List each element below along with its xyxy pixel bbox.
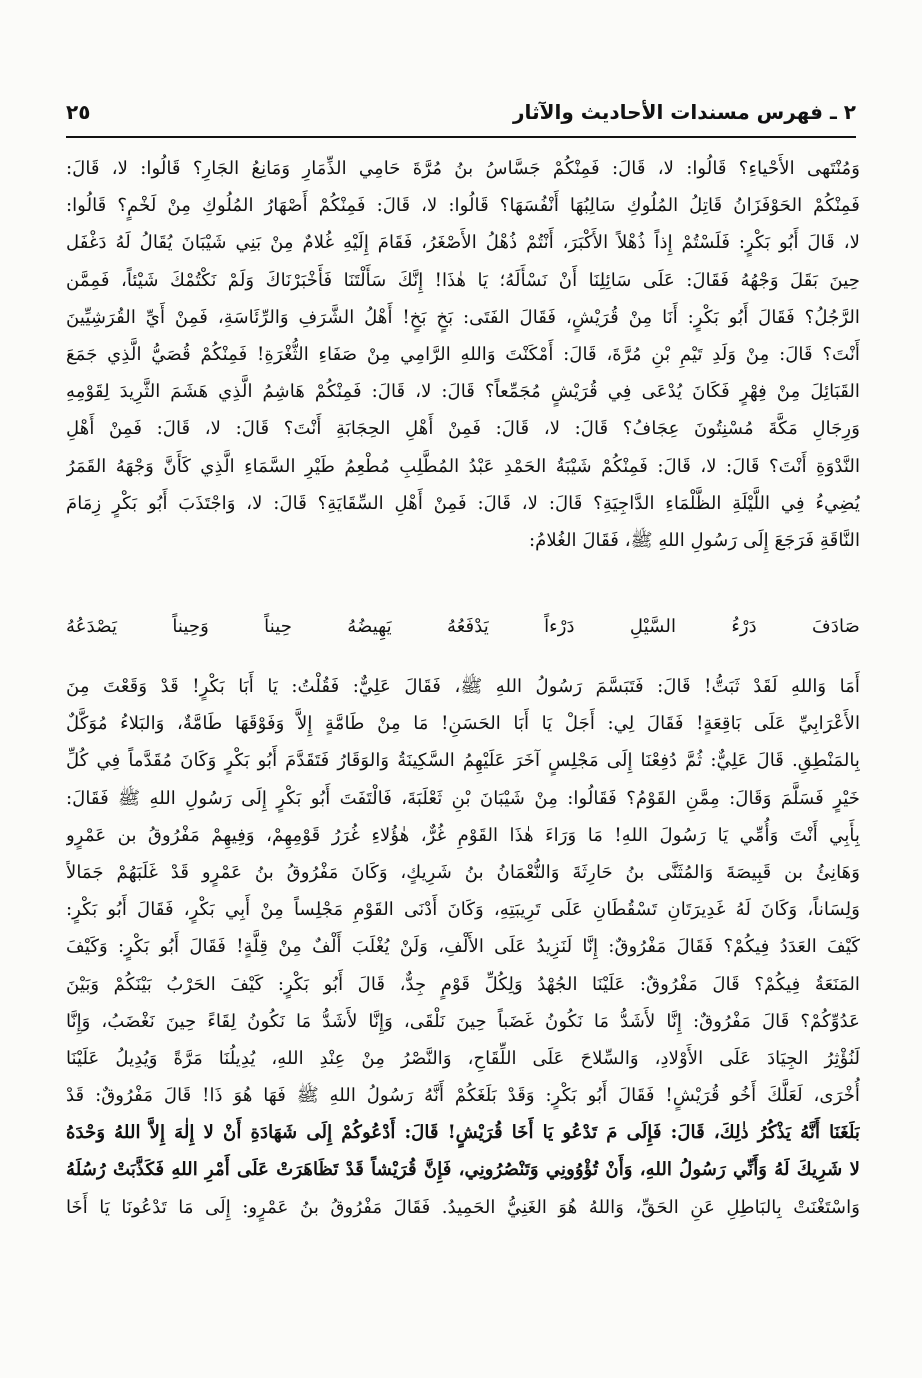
- verse-word: يَدْفَعُهُ: [447, 615, 489, 637]
- text-line: وَرِجَالِ مَكَّةَ مُسْنِتُونَ عِجَافُ؟ قَالَ: لا، قَالَ: فَمِنْ أَهْلِ الحِجَابَةِ أَنْتَ؟ قَالَ: لا، قَالَ: فَمِنْ أَهْلِ: [66, 418, 860, 440]
- poetry-verse: [66, 606, 860, 646]
- text-line: النَّاقَةِ فَرَجَعَ إِلَى رَسُولِ اللهِ ﷺ، فَقَالَ الغُلامُ:: [528, 529, 860, 551]
- text-line: الأَعْرَابِيِّ عَلَى بَاقِعَةٍ! فَقَالَ لِي: أَجَلْ يَا أَبَا الحَسَنِ! مَا مِنْ طَامَّةٍ إِلاَّ وَفَوْقَهَا طَامَّةٌ، وَالبَلاءُ مُوَكَّلٌ: [66, 713, 860, 735]
- verse-word: يَصْدَعُهُ: [66, 615, 118, 637]
- text-line: أُخْرَى، لَعَلَّكَ أَخُو قُرَيْشٍ! فَقَالَ أَبُو بَكْرٍ: وَقَدْ بَلَغَكُمْ أَنَّهُ رَسُولُ اللهِ ﷺ فَهَا هُوَ ذَا! قَالَ مَفْرُوقٌ: قَدْ: [66, 1085, 860, 1107]
- verse-word: صَادَفَ: [812, 615, 860, 637]
- text-line: وَاسْتَغْنَتْ بِالبَاطِلِ عَنِ الحَقِّ، وَاللهُ هُوَ الغَنِيُّ الحَمِيدُ. فَقَالَ مَفْرُوقُ بنُ عَمْرٍو: إِلَى مَا تَدْعُونَا يَا أَخَا: [66, 1196, 860, 1218]
- text-line: حِينَ بَقَلَ وَجْهُهُ فَقَالَ: عَلَى سَائِلِنَا أَنْ نَسْأَلَهُ؛ يَا هٰذَا! إِنَّكَ سَأَلْتَنَا فَأَخْبَرْنَاكَ وَلَمْ نَكْتُمْكَ شَيْئاً، فَمِمَّن: [66, 269, 860, 291]
- verse-word: السَّيْلِ: [629, 615, 677, 637]
- paragraph-2: [66, 668, 860, 1226]
- text-line: وَلِسَاناً، وَكَانَ لَهُ غَدِيرَتَانِ تَسْقُطَانِ عَلَى تَرِيبَتِهِ، وَكَانَ أَدْنَى القَوْمِ مَجْلِساً مِنْ أَبِي بَكْرٍ، فَقَالَ أَبُو بَكْرٍ:: [66, 899, 860, 921]
- text-line: بَلَغَنَا أَنَّهُ يَذْكُرُ ذٰلِكَ، قَالَ: فَإِلَى مَ تَدْعُو يَا أَخَا قُرَيْشٍ! قَالَ: أَدْعُوكُمْ إِلَى شَهَادَةِ أَنْ لا إِلٰهَ إِلاَّ اللهُ وَحْدَهُ: [66, 1122, 860, 1144]
- verse-word: وَحِيناً: [172, 615, 209, 637]
- text-line: كَيْفَ العَدَدُ فِيكُمْ؟ فَقَالَ مَفْرُوقٌ: إِنَّا لَنَزِيدُ عَلَى الأَلْفِ، وَلَنْ يُغْلَبَ أَلْفٌ مِنْ قِلَّةٍ! فَقَالَ أَبُو بَكْرٍ: وَكَيْفَ: [66, 936, 860, 958]
- text-line: وَهَانِئُ بن قَبِيصَةَ وَالمُثَنَّى بنُ حَارِثَةَ وَالنُّعْمَانُ بنُ شَرِيكٍ، وَكَانَ مَفْرُوقُ بنُ عَمْرٍو قَدْ غَلَبَهُمْ جَمَالاً: [66, 861, 860, 883]
- page-number: ٢٥: [66, 100, 91, 124]
- verse-word: حِيناً: [264, 615, 292, 637]
- text-line: الرَّجُلُ؟ فَقَالَ أَبُو بَكْرٍ: أَنَا مِنْ قُرَيْشٍ، فَقَالَ الفَتَى: بَخٍ بَخٍ! أَهْلُ الشَّرَفِ وَالرِّئَاسَةِ، فَمِنْ أَيِّ القُرَشِيِّينَ: [66, 306, 860, 328]
- text-line: فَمِنْكُمْ الحَوْفَزَانُ قَاتِلُ المُلُوكِ سَالِبُهَا أَنْفُسَهَا؟ قَالُوا: لا، قَالَ: فَمِنْكُمْ أَصْهَارُ المُلُوكِ مِنْ لَخْمٍ؟ قَالُوا:: [66, 195, 860, 217]
- text-line: خَيْرٍ فَسَلَّمَ وَقَالَ: مِمَّنِ القَوْمُ؟ فَقَالُوا: مِنْ شَيْبَانَ بْنِ ثَعْلَبَةَ، فَالْتَفَتَ أَبُو بَكْرٍ إِلَى رَسُولِ اللهِ ﷺ فَقَالَ:: [66, 787, 860, 809]
- text-line: بِالمَنْطِقِ. قَالَ عَلِيٌّ: ثُمَّ دُفِعْنَا إِلَى مَجْلِسٍ آخَرَ عَلَيْهِمُ السَّكِينَةُ وَالوَقَارُ فَتَقَدَّمَ أَبُو بَكْرٍ وَكَانَ مُقَدَّماً فِي كُلِّ: [66, 750, 860, 772]
- text-line: النَّدْوَةِ أَنْتَ؟ قَالَ: لا، قَالَ: فَمِنْكُمْ شَيْبَةُ الحَمْدِ عَبْدُ المُطَّلِبِ مُطْعِمُ طَيْرِ السَّمَاءِ الَّذِي كَأَنَّ وَجْهَهُ القَمَرُ: [66, 455, 860, 477]
- text-line: لا، قَالَ أَبُو بَكْرٍ: فَلَسْتُمْ إِذاً ذُهْلاً الأَكْبَرَ، أَنْتُمْ ذُهْلُ الأَصْغَرُ، فَقَامَ إِلَيْهِ غُلامٌ مِنْ بَنِي شَيْبَانَ يُقَالُ لَهُ دَغْفَل: [66, 232, 860, 254]
- text-line: المَنَعَةُ فِيكُمْ؟ قَالَ مَفْرُوقٌ: عَلَيْنَا الجُهْدُ وَلِكُلِّ قَوْمٍ جِدٌّ، قَالَ أَبُو بَكْرٍ: كَيْفَ الحَرْبُ بَيْنَكُمْ وَبَيْنَ: [66, 973, 860, 995]
- text-line: أَمَا وَاللهِ لَقَدْ ثَبَتُّ! قَالَ: فَتَبَسَّمَ رَسُولُ اللهِ ﷺ، فَقَالَ عَلِيٌّ: فَقُلْتُ: يَا أَبَا بَكْرٍ! قَدْ وَقَعْتَ مِنَ: [66, 676, 860, 697]
- text-line: عَدُوِّكُمْ؟ قَالَ مَفْرُوقٌ: إِنَّا لأَشَدُّ مَا نَكُونُ غَضَباً حِينَ نَلْقَى، وَإِنَّا لأَشَدُّ مَا نَكُونُ لِقَاءً حِينَ نَغْضَبُ، وَإِنَّا: [66, 1010, 860, 1032]
- verse-word: يَهِيضُهُ: [347, 615, 392, 637]
- verse-word: دَرْءاً: [544, 615, 575, 637]
- text-line: يُضِيءُ فِي اللَّيْلَةِ الظَّلْمَاءِ الدَّاجِيَةِ؟ قَالَ: لا، قَالَ: فَمِنْ أَهْلِ السِّقَايَةِ؟ قَالَ: لا، وَاجْتَذَبَ أَبُو بَكْرٍ زِمَامَ: [66, 492, 860, 514]
- running-title: ٢ ـ فهرس مسندات الأحاديث والآثار: [513, 100, 856, 124]
- text-line: أَنْتَ؟ قَالَ: مِنْ وَلَدِ تَيْمِ بْنِ مُرَّةَ، قَالَ: أَمْكَنْتَ وَاللهِ الرَّامِي مِنْ صَفَاءِ الثُّغْرَةِ! فَمِنْكُمْ قُصَيُّ الَّذِي جَمَعَ: [66, 343, 860, 365]
- text-line: لَنُؤْثِرُ الجِيَادَ عَلَى الأَوْلادِ، وَالسِّلاحَ عَلَى اللِّقَاحِ، وَالنَّصْرُ مِنْ عِنْدِ اللهِ، يُدِيلُنَا مَرَّةً وَيُدِيلُ عَلَيْنَا: [66, 1047, 860, 1069]
- text-line: وَمُنْتَهى الأَحْياءِ؟ قَالُوا: لا، قَالَ: فَمِنْكُمْ جَسَّاسُ بنُ مُرَّةَ حَامِي الذِّمَارِ وَمَانِعُ الجَارِ؟ قَالُوا: لا، قَالَ:: [66, 158, 860, 179]
- verse-word: دَرْءُ: [731, 615, 757, 637]
- paragraph-1: [66, 150, 860, 559]
- text-line: القَبَائِلَ مِنْ فِهْرٍ فَكَانَ يُدْعَى فِي قُرَيْشٍ مُجَمِّعاً؟ قَالَ: لا، قَالَ: فَمِنْكُمْ هَاشِمُ الَّذِي هَشَمَ الثَّرِيدَ لِقَوْمِهِ: [66, 381, 860, 403]
- page-header: [66, 92, 856, 138]
- text-line: بِأَبِي أَنْتَ وَأُمِّي يَا رَسُولَ اللهِ! مَا وَرَاءَ هٰذَا القَوْمِ غُرٌّ، هٰؤُلاءِ غُرَرُ قَوْمِهِمْ، وَفِيهِمْ مَفْرُوقُ بن عَمْرٍو: [66, 824, 860, 846]
- text-line: لا شَرِيكَ لَهُ وَأَنِّي رَسُولُ اللهِ، وَأَنْ تُؤْوُونِي وَتَنْصُرُونِي، فَإِنَّ قُرَيْشاً قَدْ تَظَاهَرَتْ عَلَى أَمْرِ اللهِ فَكَذَّبَتْ رُسُلَهُ: [66, 1159, 860, 1181]
